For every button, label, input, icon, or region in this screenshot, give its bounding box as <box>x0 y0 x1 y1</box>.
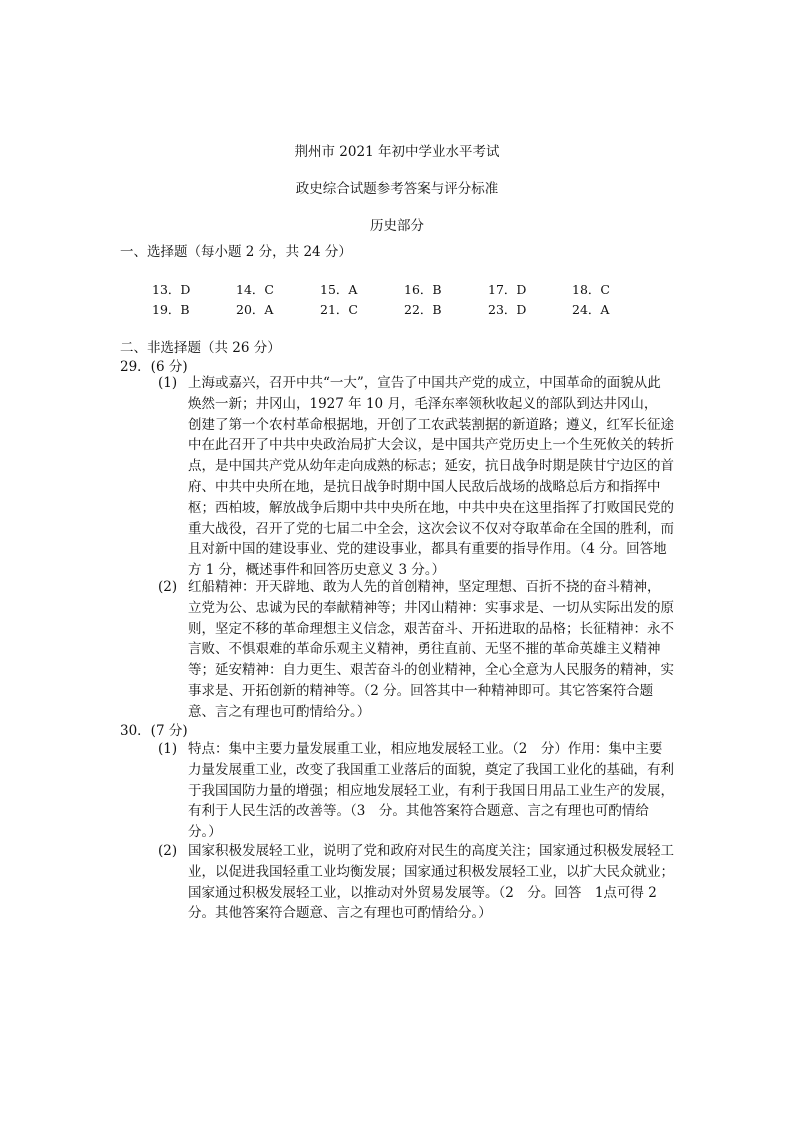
q29-title: 29．(6 分) <box>120 359 188 375</box>
answer-15: 15．A <box>320 282 358 297</box>
q29-sub2-number: (2) <box>158 579 178 595</box>
section-title: 历史部分 <box>370 218 424 234</box>
q29-sub1-answer: 上海或嘉兴，召开中共“一大”，宣告了中国共产党的成立，中国革命的面貌从此焕然一新；井冈山，1927 年 10 月，毛泽东率领秋收起义的部队到达井冈山， 创建了第一个农村革命根据地，开创了工农武装割据的新道路；遵义，红军长征途中在此召开了中共中央政治局扩大会议，是中国共产党历史上一个生死攸关的转折点，是中国共产党从幼年走向成熟的标志；延安，抗日战争时期是陕甘宁边区的首府、中共中央所在地，是抗日战争时期中国人民敌后战场的战略总后方和指挥中枢；西柏坡，解放战争后期中共中央所在地，中共中央在这里指挥了打败国民党的重大战役，召开了党的七届二中全会，这次会议不仅对夺取革命在全国的胜利，而且对新中国的建设事业、党的建设事业，都具有重要的指导作用。（4 分。回答地方 1 分，概述事件和回答历史意义 3 分。） <box>188 375 674 579</box>
document-subtitle: 政史综合试题参考答案与评分标准 <box>295 181 499 197</box>
answer-20: 20．A <box>236 302 274 317</box>
answer-22: 22．B <box>404 302 442 317</box>
answer-24: 24．A <box>572 302 610 317</box>
q30-sub1-answer: 特点：集中主要力量发展重工业，相应地发展轻工业。（2 分）作用：集中主要力量发展重工业，改变了我国重工业落后的面貌，奠定了我国工业化的基础，有利于我国国防力量的增强；相应地发展轻工业，有利于我国日用品工业生产的发展，有利于人民生活的改善等。（3 分。其他答案符合题意、言之有理也可酌情给分。） <box>188 741 674 841</box>
q30-sub2-number: (2) <box>158 843 178 859</box>
q30-sub1-number: (1) <box>158 741 178 757</box>
answer-21: 21．C <box>320 302 358 317</box>
answer-23: 23．D <box>488 302 527 317</box>
q29-sub2-answer: 红船精神：开天辟地、敢为人先的首创精神，坚定理想、百折不挠的奋斗精神， 立党为公、忠诚为民的奉献精神等；井冈山精神：实事求是、一切从实际出发的原则，坚定不移的革命理想主义信念，艰苦奋斗、开拓进取的品格；长征精神：永不言败、不惧艰难的革命乐观主义精神，勇往直前、无坚不摧的革命英雄主义精神等；延安精神：自力更生、艰苦奋斗的创业精神，全心全意为人民服务的精神，实事求是、开拓创新的精神等。（2 分。回答其中一种精神即可。其它答案符合题意、言之有理也可酌情给分。） <box>188 579 674 720</box>
q29-sub1-number: (1) <box>158 375 178 391</box>
q30-title: 30．(7 分) <box>120 723 188 739</box>
q30-sub2-answer: 国家积极发展轻工业，说明了党和政府对民生的高度关注；国家通过积极发展轻工业，以促进我国轻重工业均衡发展；国家通过积极发展轻工业，以扩大民众就业；国家通过积极发展轻工业，以推动对外贸易发展等。（2 分。回答 1点可得 2 分。其他答案符合题意、言之有理也可酌情给分。） <box>188 843 674 922</box>
answer-16: 16．B <box>404 282 442 297</box>
part1-heading: 一、选择题（每小题 2 分，共 24 分） <box>120 244 352 260</box>
answer-13: 13．D <box>152 282 191 297</box>
answer-17: 17．D <box>488 282 527 297</box>
answer-18: 18．C <box>572 282 610 297</box>
document-title: 荆州市 2021 年初中学业水平考试 <box>294 144 500 160</box>
part2-heading: 二、非选择题（共 26 分） <box>120 340 281 356</box>
answer-14: 14．C <box>236 282 274 297</box>
answer-19: 19．B <box>152 302 190 317</box>
